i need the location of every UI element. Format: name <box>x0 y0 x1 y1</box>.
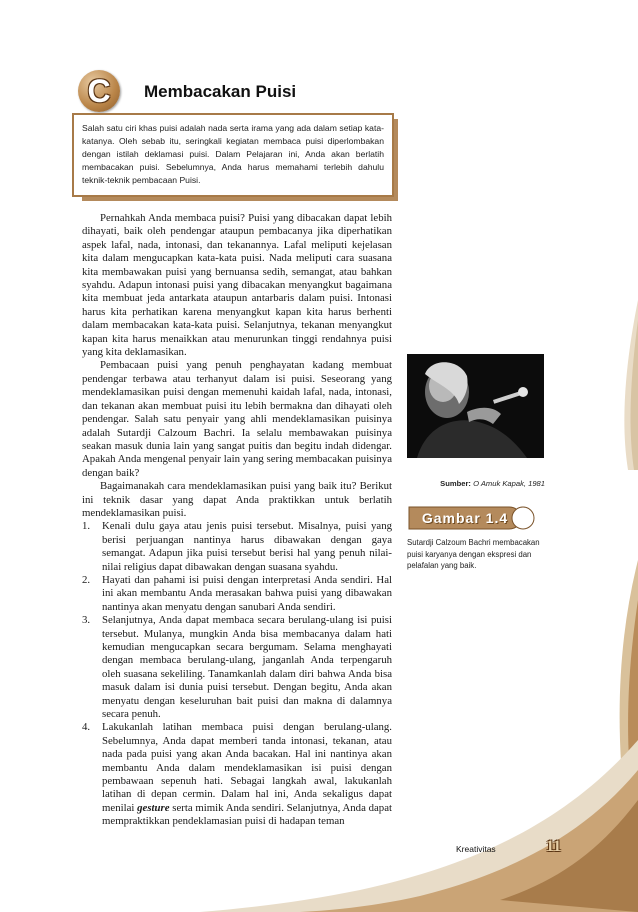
section-badge <box>78 70 120 112</box>
list-text: Selanjutnya, Anda dapat membaca secara berulang-ulang isi puisi tersebut. Mulanya, mungkin Anda bisa membacanya dalam hati kemudian mengucapkan secara bergumam. Selama menghayati dengan membaca berulang-ulang, janganlah Anda terpengaruh oleh suasana sekeliling. Tanamkanlah dalam diri bahwa Anda bisa masuk dalam isi dunia puisi tersebut. Dengan begitu, Anda akan menyatu dengan keseluruhan bait puisi dan makna di dalamnya secara penuh. <box>102 614 392 721</box>
photo-illustration <box>407 354 544 458</box>
list-item <box>82 574 392 614</box>
poet-photo <box>407 354 544 458</box>
list-text-continued: serta mimik Anda sendiri. Selanjutnya, Anda dapat mempraktikkan pendeklamasian puisi di hadapan teman <box>102 801 392 828</box>
list-number: 1. <box>82 520 91 533</box>
source-label: Sumber: <box>440 479 471 488</box>
list-number: 2. <box>82 573 91 586</box>
figure-caption: Sutardji Calzoum Bachri membacakan puisi karyanya dengan ekspresi dan pelafalan yang baik. <box>407 538 540 570</box>
footer-label: Kreativitas <box>456 844 496 854</box>
paragraph: Pernahkah Anda membaca puisi? Puisi yang dibacakan dapat lebih dihayati, baik oleh pendengar ataupun pembacanya jika diperhatikan aspek lafal, nada, intonasi, dan tekanannya. Lafal meliputi kejelasan kita dalam mengucapkan kata-kata puisi. Nada meliputi cara suasana kita membawakan puisi yang bernuansa sedih, semangat, atau bahkan syahdu. Adapun intonasi puisi yang dibacakan menyangkut bagaimana kita membuat jeda antarkata ataupun antarbaris dalam puisi. Intonasi harus kita perhatikan karena menyangkut kapan kita harus berhenti dalam membacakan kata-kata puisi. Selanjutnya, tekanan menyangkut kapan kita harus menaikkan atau menurunkan tinggi rendahnya puisi yang kita deklamasikan. <box>82 212 392 359</box>
list-number: 4. <box>82 721 91 734</box>
section-title: Membacakan Puisi <box>144 82 297 101</box>
source-value: O Amuk Kapak, 1981 <box>473 479 545 488</box>
page-number: 11 <box>546 838 562 855</box>
list-text: Lakukanlah latihan membaca puisi dengan berulang-ulang. Sebelumnya, Anda dapat memberi tanda intonasi, tekanan, atau nada pada puisi yang akan Anda bacakan. Hal ini nantinya akan membantu Anda dalam mendeklamasikan isi puisi dengan pembawaan sepenuh hati. Sebagai langkah awal, lakukanlah latihan di depan cermin. Dalam hal ini, Anda sekaligus dapat menilai <box>102 721 392 814</box>
intro-text: Salah satu ciri khas puisi adalah nada serta irama yang ada dalam setiap kata-katanya. Oleh sebab itu, seringkali kegiatan membaca puisi diperlombakan dengan istilah deklamasi puisi. Dalam Pelajaran ini, Anda akan berlatih membacakan puisi. Sebelumnya, Anda harus memahami terlebih dahulu teknik-teknik pembacaan Puisi. <box>82 123 384 185</box>
paragraph: Bagaimanakah cara mendeklamasikan puisi yang baik itu? Berikut ini teknik dasar yang dapat Anda praktikkan untuk berlatih mendeklamasikan puisi. <box>82 480 392 519</box>
footer-decoration <box>0 700 638 912</box>
list-emphasis: gesture <box>137 801 170 814</box>
list-text: Kenali dulu gaya atau jenis puisi tersebut. Misalnya, puisi yang berisi perjuangan nantinya harus dibawakan dengan gaya semangat. Adapun jika puisi tersebut berisi hal yang penuh nilai-nilai religius dapat dibawakan dengan suasana syahdu. <box>102 520 392 573</box>
list-item <box>82 520 392 574</box>
section-letter: C <box>87 73 111 109</box>
list-number: 3. <box>82 614 91 627</box>
paragraph: Pembacaan puisi yang penuh penghayatan kadang membuat pendengar terbawa atau terhanyut dalam isi puisi. Seseorang yang mendeklamasikan puisi dengan memenuhi kaidah lafal, nada, intonasi, dan tekanan akan membuat puisi itu lebih bermakna dan dihayati oleh pendengar. Salah satu penyair yang ahli mendeklamasikan puisinya adalah Sutardji Calzoum Bachri. Ia selalu membawakan puisinya seakan masuk dunia lain yang sangat puitis dan begitu indah didengar. Apakah Anda mengenal penyair lain yang sering membacakan puisinya dengan baik? <box>82 359 392 479</box>
list-text: Hayati dan pahami isi puisi dengan interpretasi Anda sendiri. Hal ini akan membantu Anda merasakan bahwa puisi yang dibawakan nantinya akan menyatu dengan sanubari Anda sendiri. <box>102 573 392 613</box>
photo-source <box>407 479 545 488</box>
figure-label: Gambar 1.4 <box>421 510 509 526</box>
